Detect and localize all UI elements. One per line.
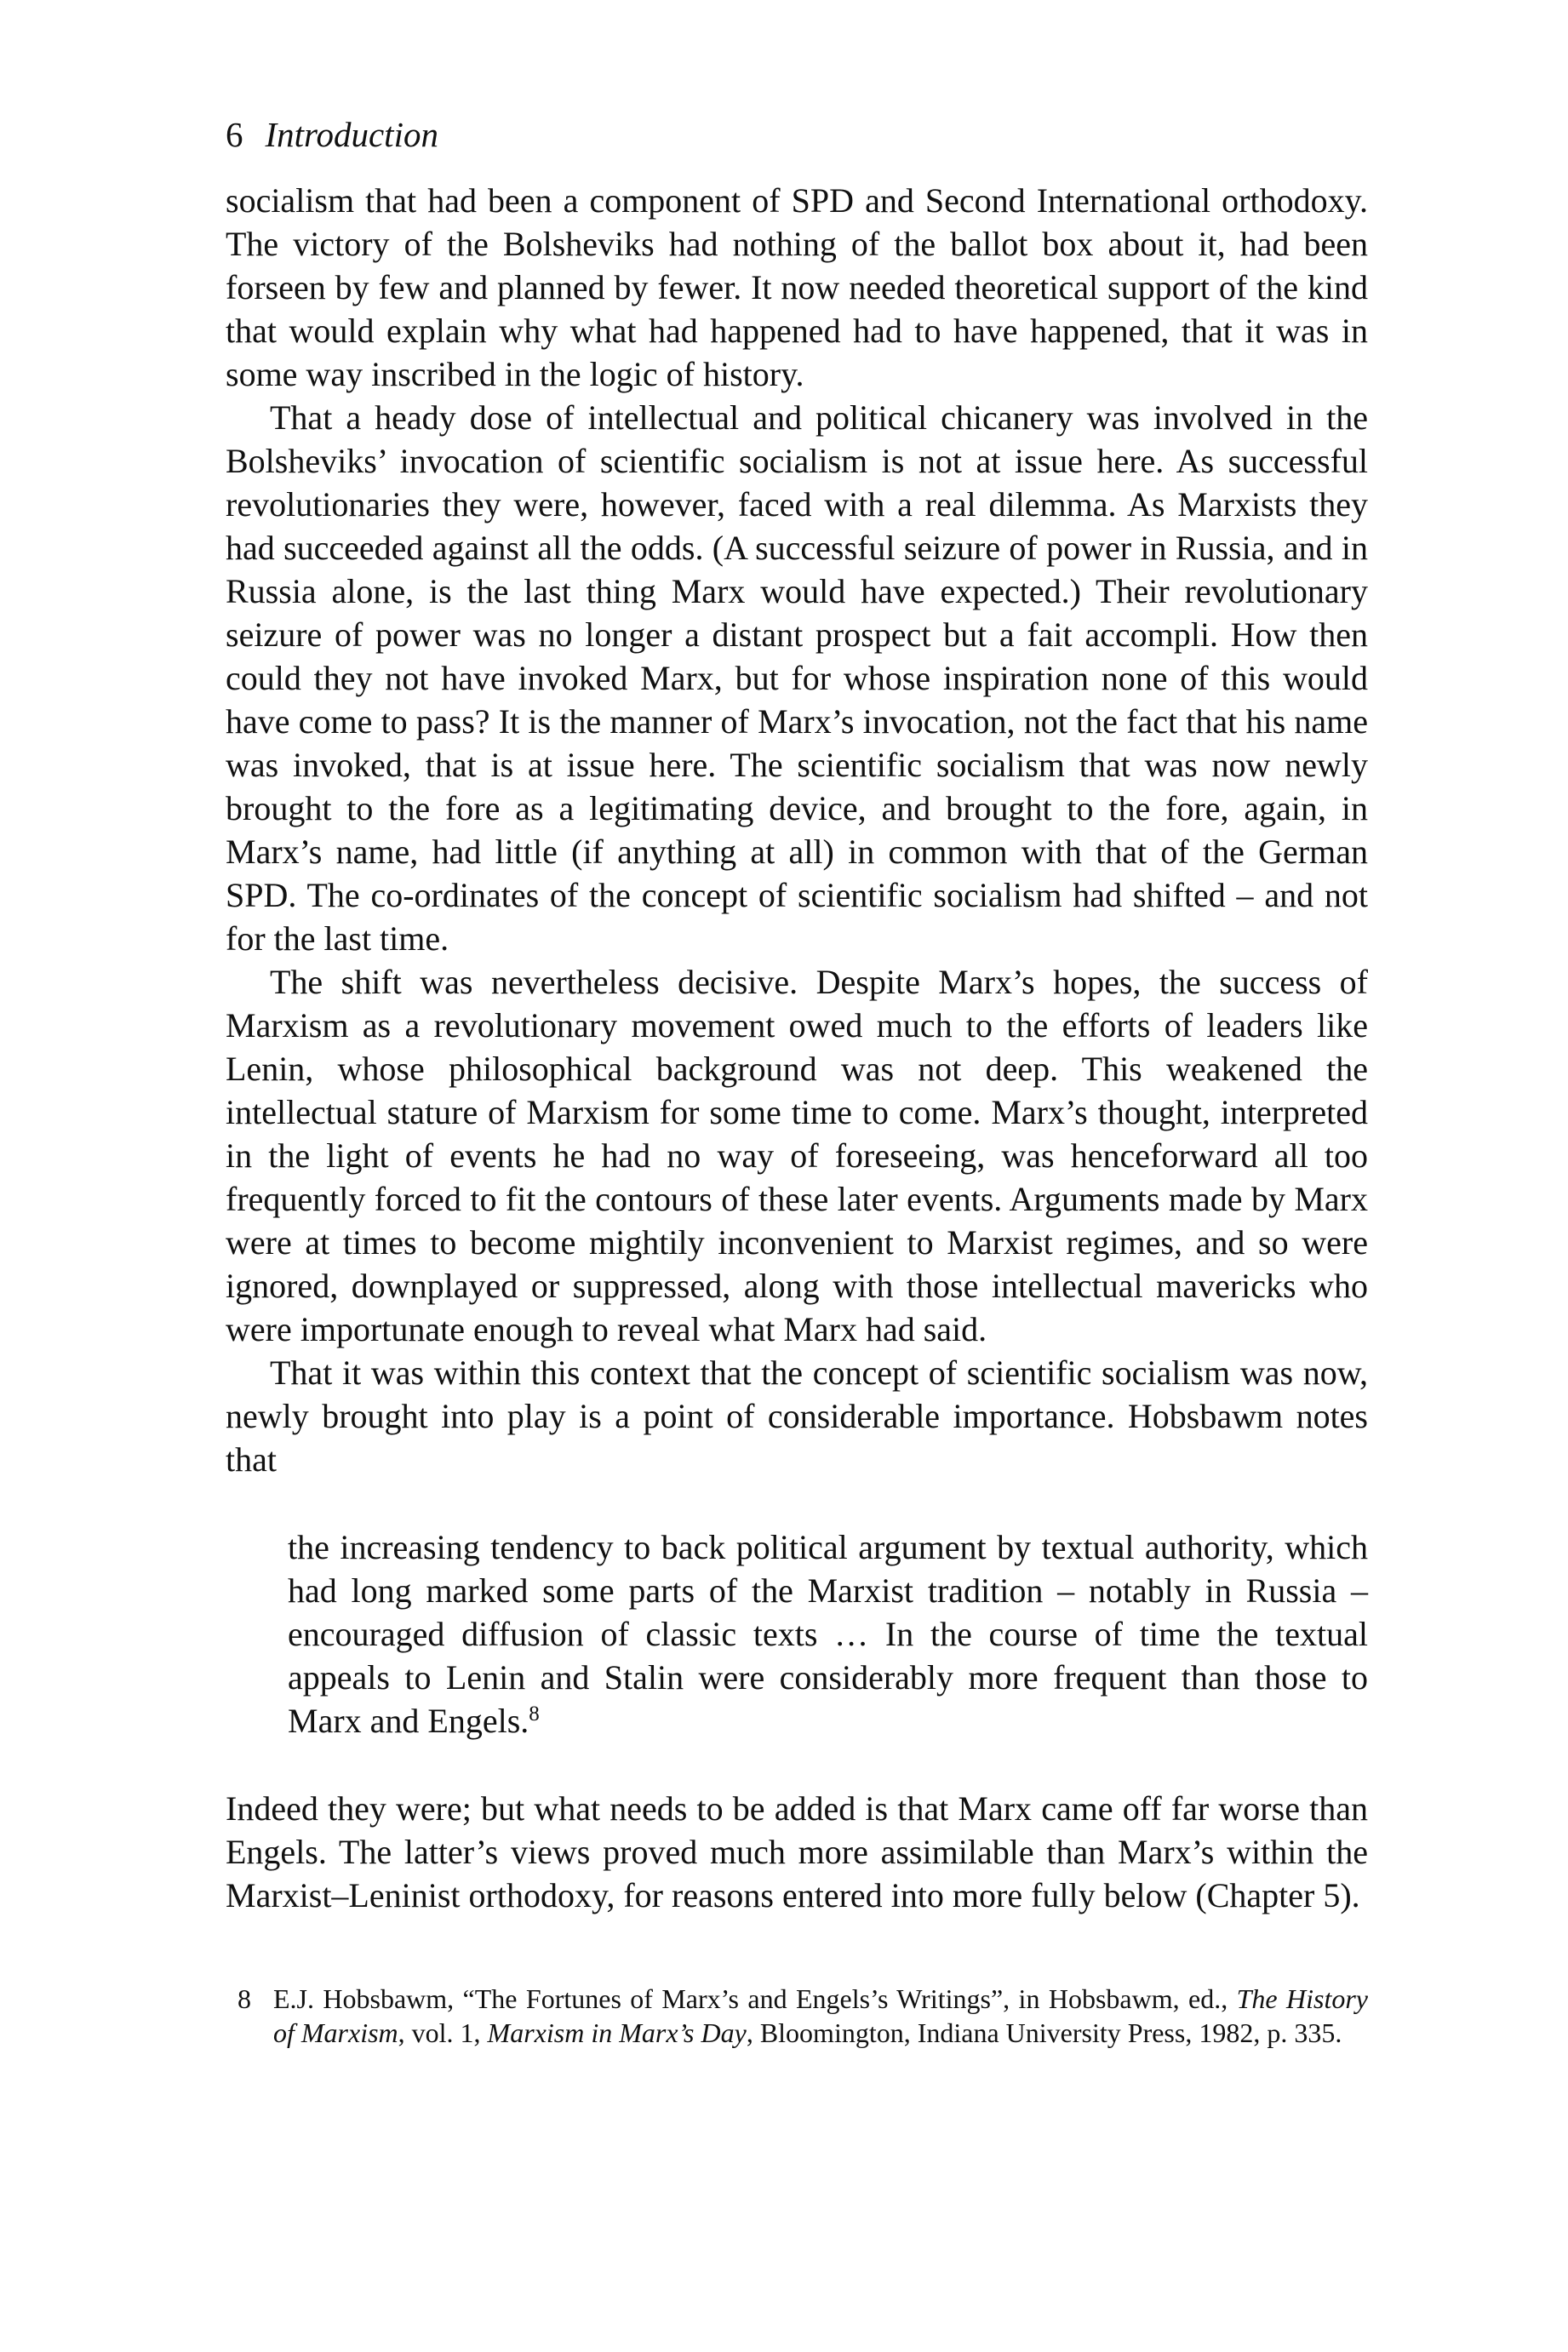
- footnotes: [226, 1982, 1368, 2050]
- running-title: Introduction: [265, 115, 438, 154]
- footnote-reference[interactable]: 8: [529, 1702, 540, 1725]
- footnote-text: E.J. Hobsbawm, “The Fortunes of Marx’s and Engels’s Writings”, in Hobsbawm, ed.,: [273, 1983, 1237, 2014]
- footnote-volume-title: Marxism in Marx’s Day: [487, 2017, 747, 2048]
- paragraph: That a heady dose of intellectual and political chicanery was involved in the Bolsheviks’ invocation of scientific socialism is not at issue here. As successful revolutionaries they were, however, faced with a real dilemma. As Marxists they had succeeded against all the odds. (A successful seizure of power in Russia, and in Russia alone, is the last thing Marx would have expected.) Their revolutionary seizure of power was no longer a distant prospect but a fait accompli. How then could they not have invoked Marx, but for whose inspiration none of this would have come to pass? It is the manner of Marx’s invocation, not the fact that his name was invoked, that is at issue here. The scientific socialism that was now newly brought to the fore as a legitimating device, and brought to the fore, again, in Marx’s name, had little (if anything at all) in common with that of the German SPD. The co-ordinates of the concept of scientific socialism had shifted – and not for the last time.: [226, 398, 1368, 958]
- paragraph: Indeed they were; but what needs to be added is that Marx came off far worse than Engels. The latter’s views proved much more assimilable than Marx’s within the Marxist–Leninist orthodoxy, for reasons entered into more fully below (Chapter 5).: [226, 1789, 1368, 1914]
- paragraph: That it was within this context that the concept of scientific socialism was now, newly brought into play is a point of considerable importance. Hobsbawm notes that: [226, 1353, 1368, 1479]
- paragraph: socialism that had been a component of SPD and Second International orthodoxy. The victory of the Bolsheviks had nothing of the ballot box about it, had been forseen by few and planned by fewer. It now needed theoretical support of the kind that would explain why what had happened had to have happened, that it was in some way inscribed in the logic of history.: [226, 181, 1368, 393]
- main-text: [226, 179, 1368, 1917]
- footnote-text: , vol. 1,: [398, 2017, 488, 2048]
- block-quote: [288, 1525, 1368, 1743]
- paragraph: The shift was nevertheless decisive. Despite Marx’s hopes, the success of Marxism as a revolutionary movement owed much to the efforts of leaders like Lenin, whose philosophical background was not deep. This weakened the intellectual stature of Marxism for some time to come. Marx’s thought, interpreted in the light of events he had no way of foreseeing, was henceforward all too frequently forced to fit the contours of these later events. Arguments made by Marx were at times to become mightily inconvenient to Marxist regimes, and so were ignored, downplayed or suppressed, along with those intellectual mavericks who were importunate enough to reveal what Marx had said.: [226, 963, 1368, 1348]
- footnote-book-title: The History of Marxism: [273, 1983, 1369, 2048]
- footnote-text: , Bloomington, Indiana University Press, 1982, p. 335.: [746, 2017, 1342, 2048]
- footnote-number: 8: [237, 1983, 251, 2014]
- block-quote-text: the increasing tendency to back political argument by textual authority, which had long marked some parts of the Marxist tradition – notably in Russia – encouraged diffusion of classic texts … In the course of time the textual appeals to Lenin and Stalin were considerably more frequent than those to Marx and Engels.: [288, 1528, 1368, 1740]
- running-header: [226, 112, 438, 157]
- footnote: [226, 1982, 1368, 2050]
- page-number: 6: [226, 115, 243, 154]
